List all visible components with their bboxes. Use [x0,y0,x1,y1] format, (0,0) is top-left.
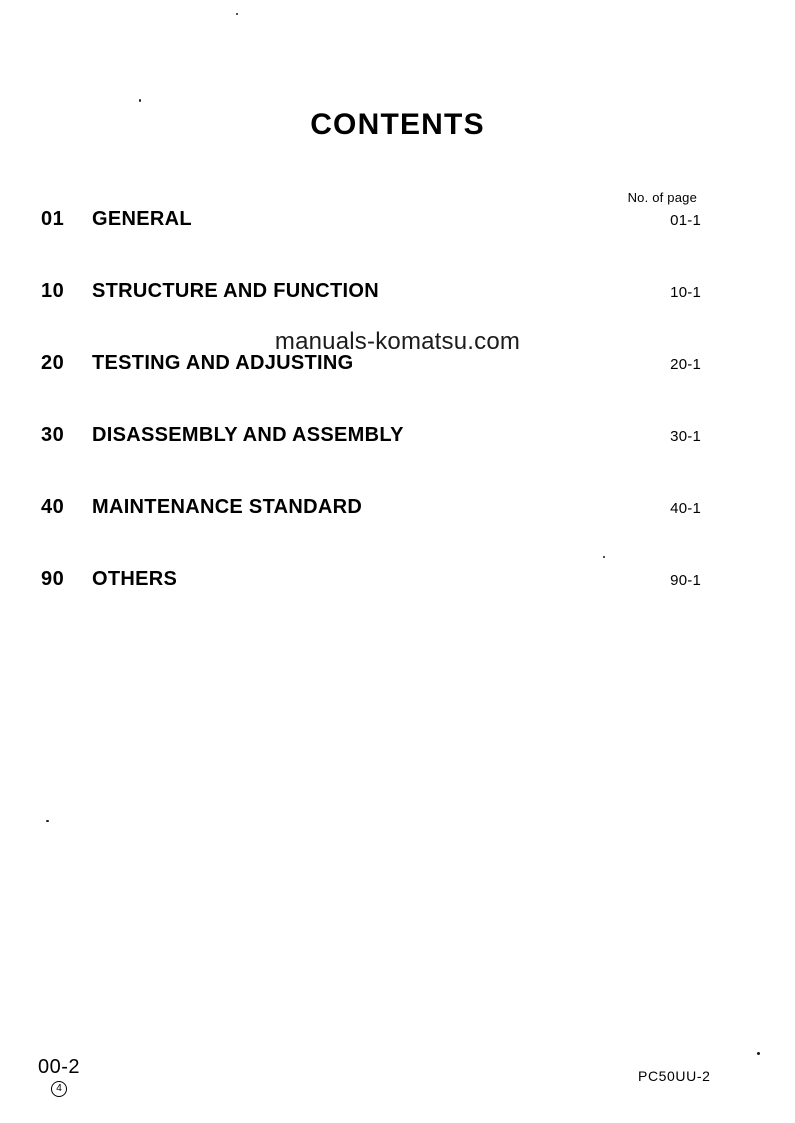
toc-entry-title: OTHERS [92,568,178,590]
toc-entry-number: 40 [41,496,65,518]
footer-revision [51,1081,80,1097]
toc-entry-page: 01-1 [670,212,701,229]
toc-entry-title: STRUCTURE AND FUNCTION [92,280,379,302]
scan-speckle [757,1052,760,1055]
dot-leader [185,584,654,585]
toc-entry-page: 20-1 [670,356,701,373]
dot-leader [412,440,654,441]
footer-left [38,1057,80,1097]
revision-mark-icon: 4 [51,1081,67,1097]
dot-leader [362,368,655,369]
toc-entry-page: 40-1 [670,500,701,517]
toc-entry-40[interactable] [41,496,701,568]
toc-entry-page: 90-1 [670,572,701,589]
toc-entry-page: 10-1 [670,284,701,301]
footer-page-number: 00-2 [38,1056,81,1078]
toc-entry-number: 30 [41,424,65,446]
dot-leader [200,224,654,225]
toc-entry-page: 30-1 [670,428,701,445]
scan-speckle [46,820,49,822]
watermark: manuals-komatsu.com [274,328,521,355]
toc-entry-number: 10 [41,280,65,302]
dot-leader [370,512,654,513]
toc-entry-title: DISASSEMBLY AND ASSEMBLY [92,424,404,446]
footer-model-code: PC50UU-2 [638,1068,711,1084]
toc-entry-20[interactable] [41,352,701,424]
scan-speckle [139,99,141,102]
dot-leader [387,296,654,297]
toc-entry-90[interactable] [41,568,701,640]
toc-entry-title: GENERAL [92,208,192,230]
toc-entry-01[interactable] [41,208,701,280]
toc-entry-number: 01 [41,208,65,230]
toc-entry-number: 90 [41,568,65,590]
scan-speckle [236,13,238,15]
toc-entry-number: 20 [41,352,65,374]
toc-entry-30[interactable] [41,424,701,496]
table-of-contents [41,190,701,640]
page-column-header: No. of page [627,190,697,205]
page-title: CONTENTS [310,108,485,141]
toc-entry-title: MAINTENANCE STANDARD [92,496,363,518]
toc-entry-title: TESTING AND ADJUSTING [92,352,354,374]
